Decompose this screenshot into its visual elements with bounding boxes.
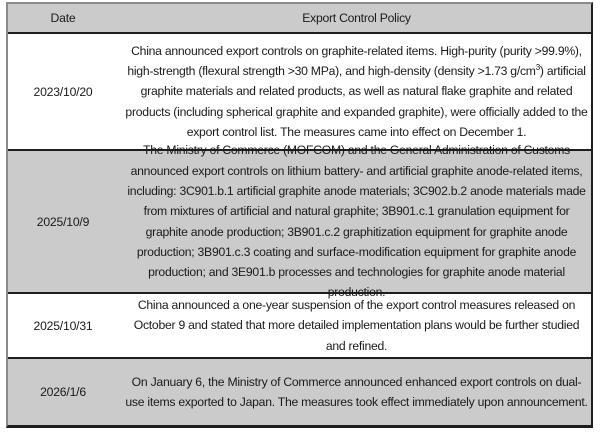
row-policy: [118, 41, 591, 142]
row-date: 2025/10/9: [36, 214, 90, 229]
export-control-table: [6, 2, 593, 428]
row-date: 2023/10/20: [33, 84, 93, 99]
row-policy: China announced a one-year suspension of the export control measures released on October 9 and stated that more detailed implementation plans would be further studied and refined.: [133, 298, 580, 353]
table-row: [8, 143, 591, 300]
table-row: [8, 359, 591, 425]
policy-text: China announced export controls on graphite-related items. High-purity (purity >99.9%), high-strength (flexural strength >30 MPa), and high-density (density >1.73 g/cm: [127, 43, 582, 79]
policy-text-cont: ) artificial graphite materials and related products, as well as natural flake graphite and related products (including spherical graphite and expanded graphite), were officially added to the export control list. The measures came into effect on December 1.: [125, 64, 588, 139]
table-header-row: [8, 4, 591, 34]
table-row: [8, 34, 591, 151]
row-policy: The Ministry of Commerce (MOFCOM) and the General Administration of Customs announced export controls on lithium battery- and artificial graphite anode-related items, including: 3C901.b.1 artificial graphite anode materials; 3C902.b.2 anode materials made from mixtures of artificial and natural graphite; 3B901.c.1 granulation equipment for graphite anode production; 3B901.c.2 graphitization equipment for graphite anode production; 3B901.c.3 coating and surface-modification equipment for graphite anode production; and 3E901.b processes and technologies for graphite anode material production.: [127, 143, 586, 300]
header-date: Date: [50, 11, 76, 25]
table-row: [8, 294, 591, 359]
row-policy: On January 6, the Ministry of Commerce announced enhanced export controls on dual-use items exported to Japan. The measures took effect immediately upon announcement.: [125, 374, 588, 409]
header-policy: Export Control Policy: [302, 10, 411, 25]
row-date: 2026/1/6: [40, 385, 86, 399]
row-date: 2025/10/31: [33, 318, 93, 333]
superscript: 3: [535, 62, 540, 72]
